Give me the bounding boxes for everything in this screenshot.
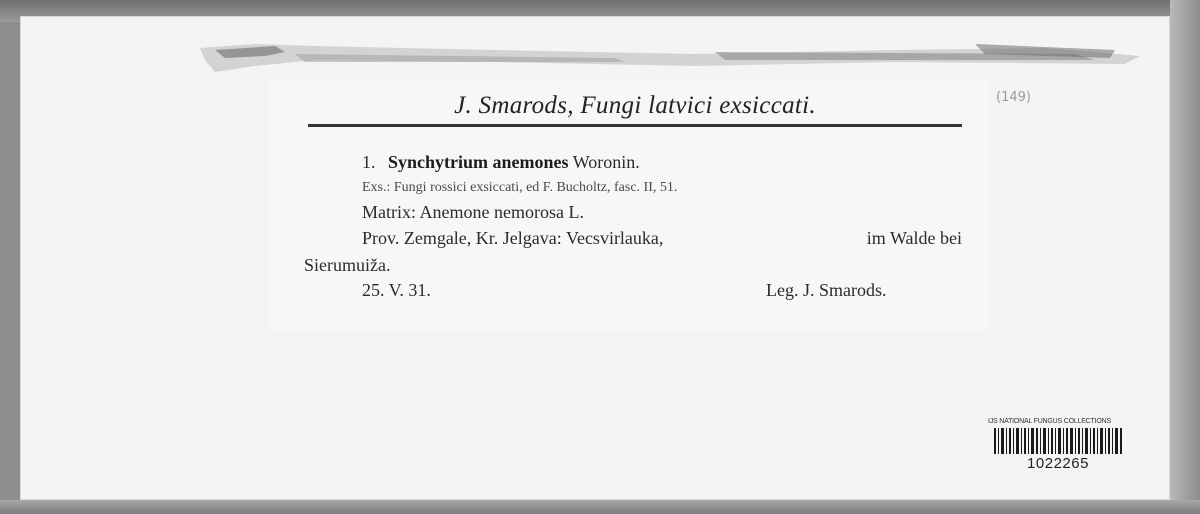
barcode-number: 1022265	[1027, 455, 1089, 472]
barcode-icon	[994, 428, 1122, 454]
locality-line-2: Sierumuiža.	[304, 255, 391, 275]
locality-right: im Walde bei	[866, 228, 962, 248]
matrix-line: Matrix: Anemone nemorosa L.	[362, 202, 584, 222]
frame-right	[1170, 0, 1200, 514]
species-author: Woronin.	[572, 152, 640, 172]
species-name: Synchytrium anemones	[388, 152, 569, 172]
frame-bottom	[0, 500, 1200, 514]
barcode-institution: IJS NATIONAL FUNGUS COLLECTIONS	[988, 418, 1111, 425]
pencil-annotation: (149)	[996, 90, 1031, 105]
collection-date: 25. V. 31.	[362, 280, 431, 300]
species-line	[362, 152, 640, 173]
locality-line	[362, 228, 962, 249]
locality-left: Prov. Zemgale, Kr. Jelgava: Vecsvirlauka,	[362, 228, 664, 248]
specimen-number: 1.	[362, 152, 376, 172]
collector: Leg. J. Smarods.	[766, 280, 887, 300]
tape-strip	[195, 40, 1145, 78]
header-rule	[308, 124, 962, 127]
exsiccata-line: Exs.: Fungi rossici exsiccati, ed F. Bucholtz, fasc. II, 51.	[362, 180, 678, 195]
barcode-label	[988, 418, 1128, 478]
label-header: J. Smarods, Fungi latvici exsiccati.	[454, 92, 816, 119]
